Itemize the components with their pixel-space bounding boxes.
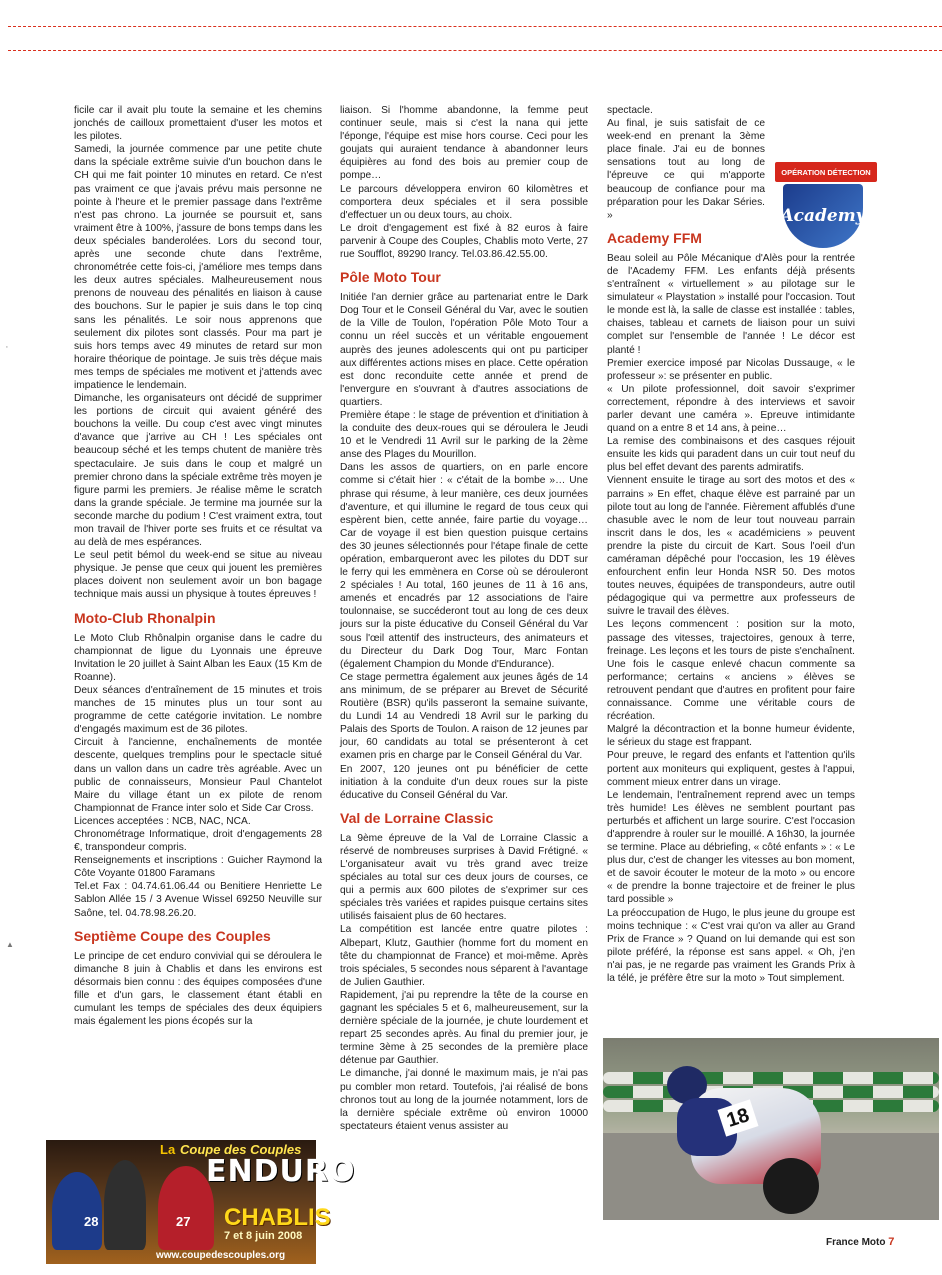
paragraph: ficile car il avait plu toute la semaine et les chemins jonchés de cailloux promettaient d'user les motos et les pilotes. [74, 105, 322, 143]
paragraph: Pour preuve, le regard des enfants et l'attention qu'ils portent aux moniteurs qui expliquent, gestes à l'appui, comment mieux entrer dans un virage. [607, 750, 855, 788]
paragraph: Rapidement, j'ai pu reprendre la tête de la course en gagnant les spéciales 5 et 6, malheureusement, sur la dernière spéciale de la journée, je chute lourdement et repart 25 secondes après. Au final du premier jour, je termine 3ème à 25 secondes de la première place détenue par Gauthier. [340, 989, 588, 1067]
paragraph: La 9ème épreuve de la Val de Lorraine Classic a réservé de nombreuses surprises à David Frétigné. « L'organisateur avait vu très grand avec treize spéciales au total sur ces deux jours de courses, ce qui a permis aux 600 pilotes de s'exprimer sur ces spéciales très variées et rapides puisque certains sites utilisés faisaient plus de 60 hectares. [340, 832, 588, 923]
paragraph: Le dimanche, j'ai donné le maximum mais, je n'ai pas pu combler mon retard. Toutefois, j'ai réalisé de bons chronos tout au long de la journée notamment, lors de la dernière spéciale extrême où environ 10000 spectateurs étaient venus assister au [340, 1068, 588, 1132]
rider-figure-left [52, 1172, 102, 1250]
paragraph: La compétition est lancée entre quatre pilotes : Albepart, Klutz, Gauthier (homme fort du moment en tête du championnat de France) et moi-même. Après trois spéciales, 5 secondes nous séparent à l'avantage de Julien Gauthier. [340, 924, 588, 988]
margin-mark: ▲ [6, 940, 14, 949]
paragraph: Beau soleil au Pôle Mécanique d'Alès pour la rentrée de l'Academy FFM. Les enfants déjà présents s'entraînent « virtuellement » au pilotage sur le simulateur « Playstation » installé pour l'occasion. Tout le monde est là, la salle de classe est installée : tables, chaises, tableau et carnets de liaison pour un suivi complet sur l'ensemble de l'année ! Le décor est planté ! [607, 252, 855, 356]
top-dashed-rule-2 [8, 50, 942, 51]
paragraph: liaison. Si l'homme abandonne, la femme peut continuer seule, mais si c'est la nana qui jette l'éponge, l'équipe est mise hors course. Ceci pour les goujats qui auraient tendance à abandonner leurs équipières au fond des bois au premier coup de pompe… [340, 105, 588, 182]
paragraph: Ce stage permettra également aux jeunes âgés de 14 ans minimum, de se préparer au Brevet de Sécurité Routière (BSR) qu'ils passeront la semaine suivante, du Lundi 14 au Vendredi 18 Avril sur le parking du Palais des Sports de Toulon. A raison de 12 jeunes par jour, 60 candidats au total se présenteront à cet examen pris en charge par le Conseil Général du Var. [340, 671, 588, 762]
paragraph: La remise des combinaisons et des casques réjouit ensuite les kids qui paradent dans un cuir tout neuf du plus bel effet devant des parents admiratifs. [607, 436, 855, 474]
paragraph: Initiée l'an dernier grâce au partenariat entre le Dark Dog Tour et le Conseil Général du Var, avec le soutien de la Ville de Toulon, l'opération Pôle Moto Tour a connu un réel succès et un véritable engouement auprès des jeunes adolescents qui ont pu participer aux différentes actions mises en place. Cette opération est donc reconduite cette année et prend de l'envergure en s'ouvrant à d'autres associations de quartiers. [340, 292, 588, 408]
paragraph: Les leçons commencent : position sur la moto, passage des vitesses, trajectoires, genoux à terre, freinage. Les leçons et les tours de piste s'enchaînent. Une fois le casque enlevé chacun commente sa performance; certains « anciens » élèves se retrouvent pendant que d'autres en profitent pour faire connaissance. Comme une véritable cours de récréation. [607, 619, 855, 723]
paragraph: Dans les assos de quartiers, on en parle encore comme si c'était hier : « c'était de la bombe »… Une phrase qui résume, à leur manière, ces deux journées d'aventure, et qui illumine le regard de tous ceux qui espèrent bien, cette année, faire partie du voyage… Car de voyage il est bien question puisque certains des 30 jeunes sélectionnés pour l'étape finale de cette opération, embarqueront avec les pilotes du DDT sur le ferry qui les emmènera en Corse où se dérouleront 2 spéciales ! Au total, 160 jeunes de 11 à 16 ans, amenés et encadrés par 12 associations de l'aire toulonnaise, se succéderont tout au long de ces deux jours sur la piste éducative du Conseil Général du Var sous l'œil attentif des instructeurs, des animateurs et du Directeur du Dark Dog Tour, Marc Fontan (également Champion du Monde d'Endurance). [340, 462, 588, 670]
page-folio [826, 1236, 894, 1248]
paragraph: Le lendemain, l'entraînement reprend avec un temps très humide! Les élèves ne semblent pourtant pas perturbés et affichent un large sourire. C'est l'occasion d'apprendre à rouler sur le mouillé. A 16h30, la journée se termine. Place au débriefing, « côté enfants » : « Le plus dur, c'est de changer les vitesses au bon moment, et de savoir écouter le moteur de la moto » ou encore « de prendre la bonne trajectoire et de freiner le plus tard possible » [607, 789, 855, 906]
page-number: 7 [888, 1236, 895, 1248]
paragraph: Le parcours développera environ 60 kilomètres et comportera deux spéciales et il sera possible d'effectuer un ou deux tours, au choix. [340, 183, 588, 221]
paragraph: La préoccupation de Hugo, le plus jeune du groupe est moins technique : « C'est vrai qu'on va aller au Grand Prix de France » ? Quand on lui demande qui est son pilote préféré, la réponse est sans appel. « Oh, j'en n'ai pas, je ne regarde pas vraiment les Grands Prix à la télé, je préfère être sur la moto » Tout simplement. [607, 907, 855, 984]
ad-title: Coupe des Couples [180, 1142, 302, 1157]
paragraph: Circuit à l'ancienne, enchaînements de montée descente, quelques tremplins pour le spectacle situé dans un vallon dans un cadre très agréable. Avec un public de connaisseurs, Monsieur Paul Chantelot Maire du village étant un ex pilote de renom Championnat de France inter solo et Side Car Cross. [74, 737, 322, 814]
margin-mark: ‚ [6, 340, 8, 349]
paragraph: Viennent ensuite le tirage au sort des motos et des « parrains » En effet, chaque élève est parrainé par un pilote tout au long de l'année. Fièrement affublés d'une chasuble avec le nom de leur tout nouveau parrain inscrit dans le dos, les « académiciens » peuvent prendre la piste du circuit de Kart. Sous l'oeil d'un caméraman dépêché pour l'occasion, les 19 élèves enfourchent enfin leur Honda NSR 50. Des motos toutes neuves, équipées de transpondeurs, autre outil pédagogique qui va permettre aux professeurs de suivre le travail des élèves. [607, 475, 855, 618]
heading-moto-club-rhonalpin: Moto-Club Rhonalpin [74, 609, 216, 626]
rider-photo [603, 1038, 939, 1220]
magazine-name: France Moto [826, 1237, 886, 1248]
paragraph: spectacle. [607, 105, 653, 116]
tyre-barrier [603, 1072, 939, 1084]
top-dashed-rule [8, 26, 942, 27]
bike-number: 18 [718, 1099, 759, 1136]
column-1 [74, 104, 322, 1028]
operation-detection-badge: OPÉRATION DÉTECTION [775, 162, 877, 182]
heading-academy-ffm: Academy FFM [607, 229, 702, 246]
ad-city: CHABLIS [224, 1204, 331, 1231]
paragraph: Deux séances d'entraînement de 15 minutes et trois manches de 15 minutes plus un tour sont au programme de cette catégorie invitation. Le nombre d'engagés maximum est de 36 pilotes. [74, 684, 322, 736]
paragraph: Licences acceptées : NCB, NAC, NCA. [74, 815, 251, 827]
paragraph: Tel.et Fax : 04.74.61.06.44 ou Benitiere Henriette Le Sablon Allée 15 / 3 Avenue Wissel 69250 Neuville sur Saône, tel. 04.78.98.26.20. [74, 881, 322, 919]
paragraph: Samedi, la journée commence par une petite chute dans la spéciale extrême suivie d'un bouchon dans le CH qui me fait pointer 10 minutes en retard. Ce n'est pas vraiment ce que j'avais prévu mais personne ne pointe à l'heure et le premier passage dans l'extrême n'est pas chrono. La journée se poursuit et, sans vraiment être à 100%, j'assure de bons temps dans les deux spéciales banderolées. Lors du second tour, après une seconde chute dans l'extrême, chronométrée cette fois-ci, j'améliore mes temps dans les deux autres spéciales. Malheureusement nous prenons de nouveau des pénalités en liaison à cause des bouchons. Sur le papier je suis dans le top cinq sans les pénalités. Le soir nous apprenons que seulement dix pilotes sont classés. Pour ma part je suis hors temps avec 49 minutes de retard sur mon horaire théorique de pointage. Je suis très déçue mais mes temps de spéciales me motivent et j'attends avec impatience le lendemain. [74, 144, 322, 391]
paragraph: Chronométrage Informatique, droit d'engagements 28 €, transpondeur compris. [74, 828, 322, 854]
heading-pole-moto-tour: Pôle Moto Tour [340, 269, 441, 286]
paragraph: En 2007, 120 jeunes ont pu bénéficier de cette initiation à la conduite d'un deux roues sur la piste éducative du Conseil Général du Var. [340, 763, 588, 801]
paragraph: Première étape : le stage de prévention et d'initiation à la conduite des deux-roues qui se déroulera le Jeudi 10 et le Vendredi 11 Avril sur le parking de la 2ème anse des Plages du Mourillon. [340, 409, 588, 461]
column-2 [340, 104, 588, 1133]
rider-number-left: 28 [84, 1214, 99, 1229]
paragraph: « Un pilote professionnel, doit savoir s'exprimer correctement, répondre à des interviews et savoir parler devant une caméra ». Epreuve intimidante quand on a entre 8 et 14 ans, à peine… [607, 383, 855, 435]
heading-septieme-coupe: Septième Coupe des Couples [74, 927, 271, 944]
academy-logo [775, 162, 877, 252]
ad-title-la: La [160, 1142, 176, 1157]
paragraph: Le principe de cet enduro convivial qui se déroulera le dimanche 8 juin à Chablis et dans les environs est désormais bien connu : des équipes composées d'une fille et d'un gars, le classement étant établi en cumulant les temps de spéciales des deux équipiers mais également les pions écopés sur la [74, 950, 322, 1028]
ad-headline: ENDURO [206, 1154, 356, 1189]
paragraph: Le Moto Club Rhônalpin organise dans le cadre du championnat de ligue du Lyonnais une épreuve Invitation le 20 juillet à Saint Alban les Eaux (15 Km de Roanne). [74, 632, 322, 683]
ad-url: www.coupedescouples.org [156, 1250, 286, 1261]
enduro-advertisement [46, 1140, 356, 1264]
paragraph: Renseignements et inscriptions : Guicher Raymond la Côte Voyante 01800 Faramans [74, 855, 322, 880]
rider-number-right: 27 [176, 1214, 191, 1229]
paragraph: Le seul petit bémol du week-end se situe au niveau physique. Je pense que ceux qui jouent les premières places doivent non seulement avoir un bon bagage technique mais aussi un physique à toutes épreuves ! [74, 550, 322, 601]
paragraph: Le droit d'engagement est fixé à 82 euros à faire parvenir à Coupe des Couples, Chablis moto Verte, 27 rue Soufflot, 89290 Irancy. Tel.03.86.42.55.00. [340, 222, 588, 261]
ad-dates: 7 et 8 juin 2008 [224, 1230, 303, 1242]
front-wheel [763, 1158, 819, 1214]
academy-shield-logo: Academy [783, 184, 863, 248]
rider-figure-mid [104, 1160, 146, 1250]
paragraph: Malgré la décontraction et la bonne humeur évidente, le sérieux du stage est frappant. [607, 724, 855, 749]
heading-val-de-lorraine: Val de Lorraine Classic [340, 809, 494, 826]
paragraph: Au final, je suis satisfait de ce week-end en prenant la 3ème place finale. J'ai eu de bonnes sensations tout au long de l'épreuve ce qui m'apporte beaucoup de confiance pour ma préparation pour les Dakar Séries. » [607, 118, 765, 221]
paragraph: Dimanche, les organisateurs ont décidé de supprimer les portions de circuit qui avaient généré des bouchons la veille. Du coup c'est avec vingt minutes d'avance que j'arrive au CH ! Les spéciales ont beaucoup séché et les temps chutent de manière très spectaculaire. Je suis dans le coup et malgré un premier chrono dans la spéciale extrême très moyen je figure parmi les premiers. Je réalise même le scratch dans la grande spéciale. Je termine ma journée sur la seconde marche du podium ! C'est vraiment extra, tout mon travail de l'hiver porte ses fruits et ce résultat va au delà de mes espérances. [74, 393, 323, 549]
paragraph: Premier exercice imposé par Nicolas Dussauge, « le professeur »: se présenter en public. [607, 357, 855, 382]
